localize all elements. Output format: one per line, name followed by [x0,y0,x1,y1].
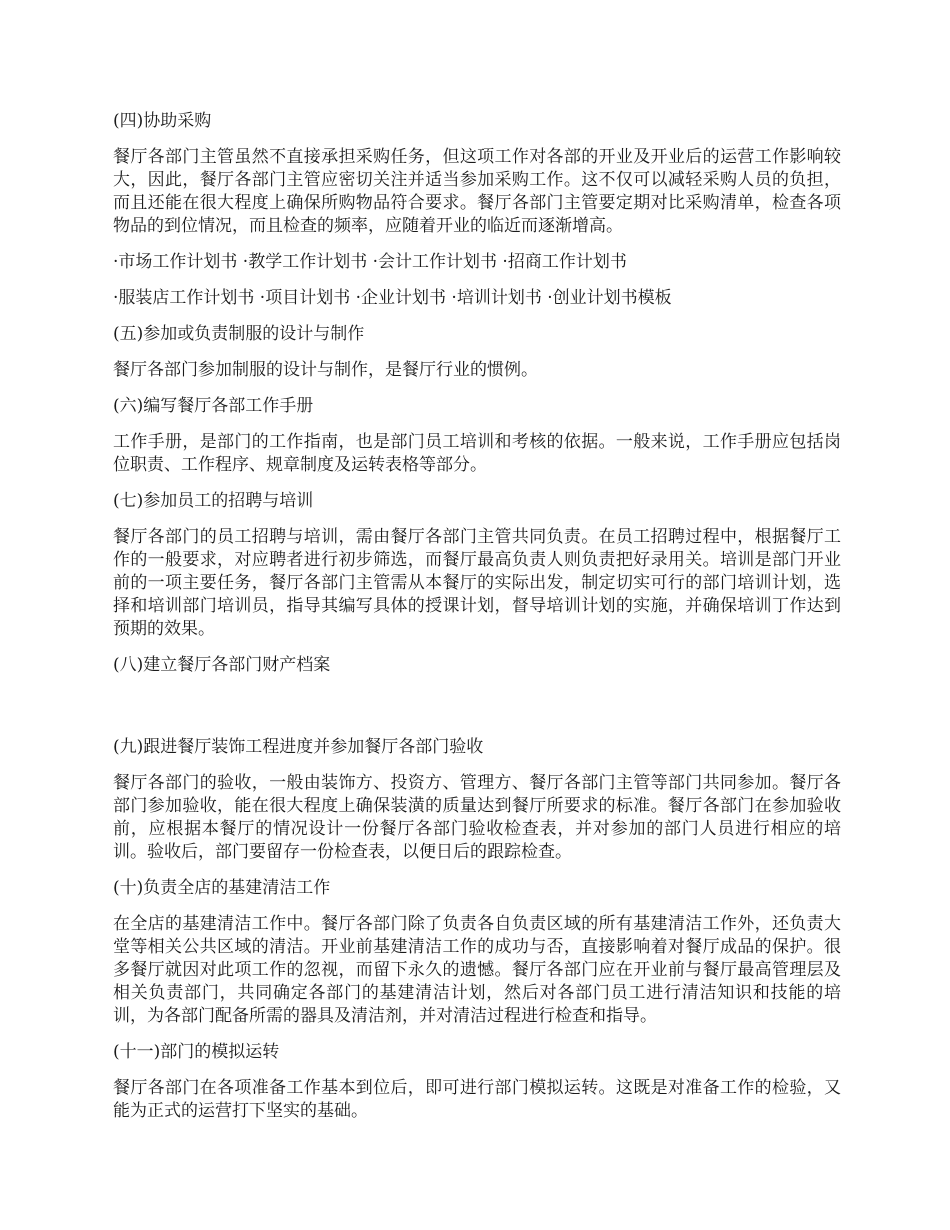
section-heading-5: (五)参加或负责制服的设计与制作 [113,324,365,344]
paragraph-procurement: 餐厅各部门主管虽然不直接承担采购任务，但这项工作对各部的开业及开业后的运营工作影响较大，因此，餐厅各部门主管应密切关注并适当参加采购工作。这不仅可以减轻采购人员的负担，而且还能在很大程度上确保所购物品符合要求。餐厅各部门主管要定期对比采购清单，检查各项物品的到位情况，而且检查的频率，应随着开业的临近而逐渐增高。 [113,147,841,236]
section-heading-9: (九)跟进餐厅装饰工程进度并参加餐厅各部门验收 [113,737,484,757]
section-heading-4: (四)协助采购 [113,111,212,131]
section-heading-8: (八)建立餐厅各部门财产档案 [113,655,331,675]
section-heading-10: (十)负责全店的基建清洁工作 [113,878,331,898]
document-body [113,110,841,1136]
section-heading-6: (六)编写餐厅各部工作手册 [113,396,314,416]
related-links-row-2[interactable]: ·服装店工作计划书 ·项目计划书 ·企业计划书 ·培训计划书 ·创业计划书模板 [113,288,672,308]
related-links-row-1[interactable]: ·市场工作计划书 ·教学工作计划书 ·会计工作计划书 ·招商工作计划书 [113,252,627,272]
paragraph-manual: 工作手册，是部门的工作指南，也是部门员工培训和考核的依据。一般来说，工作手册应包括岗位职责、工作程序、规章制度及运转表格等部分。 [113,432,841,475]
section-heading-11: (十一)部门的模拟运转 [113,1042,280,1062]
paragraph-recruitment: 餐厅各部门的员工招聘与培训，需由餐厅各部门主管共同负责。在员工招聘过程中，根据餐厅工作的一般要求，对应聘者进行初步筛选，而餐厅最高负责人则负责把好录用关。培训是部门开业前的一项主要任务，餐厅各部门主管需从本餐厅的实际出发，制定切实可行的部门培训计划，选择和培训部门培训员，指导其编写具体的授课计划，督导培训计划的实施，并确保培训丁作达到预期的效果。 [113,527,841,639]
paragraph-cleaning: 在全店的基建清洁工作中。餐厅各部门除了负责各自负责区域的所有基建清洁工作外，还负责大堂等相关公共区域的清洁。开业前基建清洁工作的成功与否，直接影响着对餐厅成品的保护。很多餐厅就因对此项工作的忽视，而留下永久的遗憾。餐厅各部门应在开业前与餐厅最高管理层及相关负责部门，共同确定各部门的基建清洁计划，然后对各部门员工进行清洁知识和技能的培训，为各部门配备所需的器具及清洁剂，并对清洁过程进行检查和指导。 [113,914,841,1026]
section-heading-7: (七)参加员工的招聘与培训 [113,491,314,511]
paragraph-uniform: 餐厅各部门参加制服的设计与制作，是餐厅行业的惯例。 [113,360,538,380]
paragraph-simulation: 餐厅各部门在各项准备工作基本到位后，即可进行部门模拟运转。这既是对准备工作的检验，又能为正式的运营打下坚实的基础。 [113,1078,841,1121]
paragraph-acceptance: 餐厅各部门的验收，一般由装饰方、投资方、管理方、餐厅各部门主管等部门共同参加。餐厅各部门参加验收，能在很大程度上确保装潢的质量达到餐厅所要求的标准。餐厅各部门在参加验收前，应根据本餐厅的情况设计一份餐厅各部门验收检查表，并对参加的部门人员进行相应的培训。验收后，部门要留存一份检查表，以便日后的跟踪检查。 [113,773,841,862]
